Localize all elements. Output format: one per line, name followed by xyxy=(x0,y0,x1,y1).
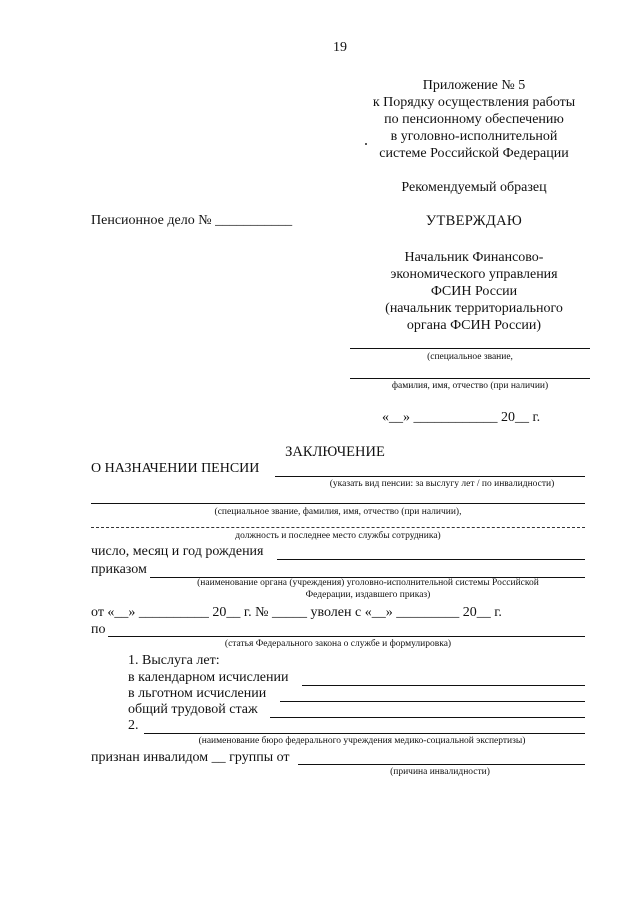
approve-heading: УТВЕРЖДАЮ xyxy=(425,213,523,229)
name-hint: фамилия, имя, отчество (при наличии) xyxy=(391,381,549,391)
total-line xyxy=(270,717,585,718)
item-2-label: 2. xyxy=(128,718,139,733)
approve-line: экономического управления xyxy=(390,267,558,282)
bureau-hint: (наименование бюро федерального учреждения медико-социальной экспертизы) xyxy=(198,736,526,746)
appendix-line: системе Российской Федерации xyxy=(379,146,569,161)
appendix-line: в уголовно-исполнительной xyxy=(390,129,558,144)
approve-line: Начальник Финансово- xyxy=(404,250,544,265)
organ-hint-2: Федерации, издавшего приказ) xyxy=(305,590,431,600)
approval-date: «__» ____________ 20__ г. xyxy=(382,410,541,425)
conclusion-title: ЗАКЛЮЧЕНИЕ xyxy=(285,444,385,460)
article-line xyxy=(108,636,585,637)
pension-type-line xyxy=(275,476,585,477)
stray-dot xyxy=(365,143,367,145)
approve-line: ФСИН России xyxy=(430,284,518,299)
conclusion-subtitle: О НАЗНАЧЕНИИ ПЕНСИИ xyxy=(91,461,260,476)
cause-hint: (причина инвалидности) xyxy=(390,767,490,777)
appendix-line: по пенсионному обеспечению xyxy=(384,112,564,127)
rank-line xyxy=(350,348,590,349)
cause-line xyxy=(298,764,585,765)
article-hint: (статья Федерального закона о службе и формулировка) xyxy=(224,639,452,649)
sample-label: Рекомендуемый образец xyxy=(401,180,547,195)
total-label: общий трудовой стаж xyxy=(128,702,258,717)
bureau-line xyxy=(144,733,585,734)
calendar-label: в календарном исчислении xyxy=(128,670,289,685)
order-label: приказом xyxy=(91,562,147,577)
pension-type-hint: (указать вид пенсии: за выслугу лет / по инвалидности) xyxy=(329,479,555,489)
service-title: 1. Выслуга лет: xyxy=(128,653,220,668)
name-line xyxy=(350,378,590,379)
appendix-line: к Порядку осуществления работы xyxy=(372,95,576,110)
birth-date-label: число, месяц и год рождения xyxy=(91,544,264,559)
preferential-label: в льготном исчислении xyxy=(128,686,267,701)
person-line xyxy=(91,503,585,504)
approve-line: органа ФСИН России) xyxy=(406,318,542,333)
birth-date-line xyxy=(277,559,585,560)
disabled-label: признан инвалидом __ группы от xyxy=(91,750,290,765)
person-hint: (специальное звание, фамилия, имя, отчество (при наличии), xyxy=(214,507,462,517)
calendar-line xyxy=(302,685,585,686)
position-hint: должность и последнее место службы сотрудника) xyxy=(235,531,441,541)
position-line xyxy=(91,527,585,528)
rank-hint: (специальное звание, xyxy=(427,352,513,362)
preferential-line xyxy=(280,701,585,702)
pension-case-number: Пенсионное дело № ___________ xyxy=(91,213,293,228)
po-label: по xyxy=(91,622,106,637)
organ-hint-1: (наименование органа (учреждения) уголовно-исполнительной системы Российской xyxy=(197,578,539,588)
page-number: 19 xyxy=(333,40,347,55)
order-date-line: от «__» __________ 20__ г. № _____ уволен с «__» _________ 20__ г. xyxy=(91,605,502,620)
approve-line: (начальник территориального xyxy=(385,301,563,316)
appendix-title: Приложение № 5 xyxy=(422,78,526,93)
